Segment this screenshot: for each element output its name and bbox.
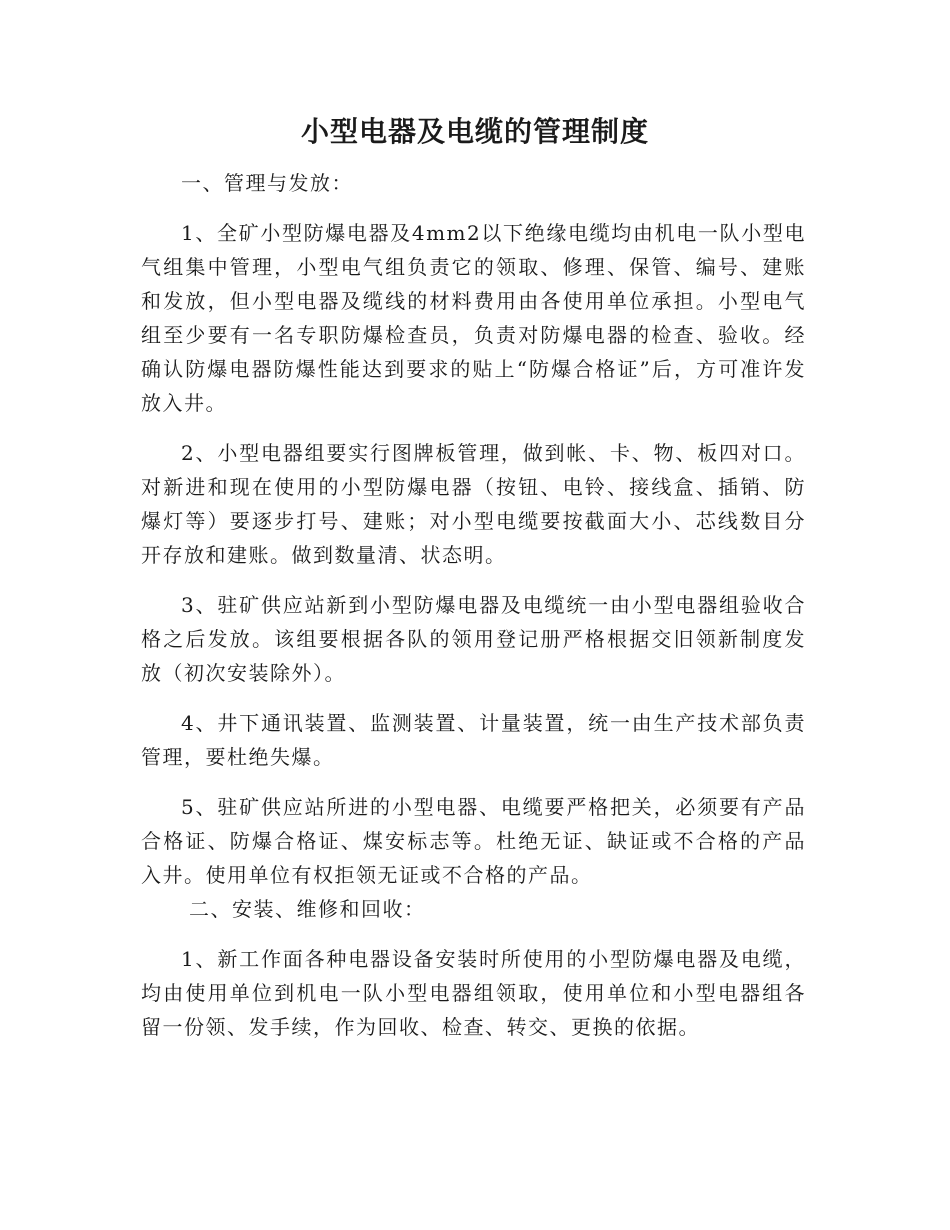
paragraph-1-5: 5、驻矿供应站所进的小型电器、电缆要严格把关，必须要有产品合格证、防爆合格证、煤安标志等。杜绝无证、缺证或不合格的产品入井。使用单位有权拒领无证或不合格的产品。	[141, 795, 806, 887]
paragraph-1-3: 3、驻矿供应站新到小型防爆电器及电缆统一由小型电器组验收合格之后发放。该组要根据各队的领用登记册严格根据交旧领新制度发放（初次安装除外）。	[141, 593, 806, 685]
section-heading-2: 二、安装、维修和回收：	[189, 897, 426, 921]
paragraph-1-4: 4、井下通讯装置、监测装置、计量装置，统一由生产技术部负责管理，要杜绝失爆。	[141, 711, 806, 769]
section-heading-1: 一、管理与发放：	[181, 171, 353, 195]
document-body	[141, 166, 806, 1044]
paragraph-1-1: 1、全矿小型防爆电器及4mm2以下绝缘电缆均由机电一队小型电气组集中管理，小型电气组负责它的领取、修理、保管、编号、建账和发放，但小型电器及缆线的材料费用由各使用单位承担。小型电气组至少要有一名专职防爆检查员，负责对防爆电器的检查、验收。经确认防爆电器防爆性能达到要求的贴上“防爆合格证”后，方可准许发放入井。	[141, 221, 806, 415]
paragraph-2-1: 1、新工作面各种电器设备安装时所使用的小型防爆电器及电缆，均由使用单位到机电一队小型电器组领取，使用单位和小型电器组各留一份领、发手续，作为回收、检查、转交、更换的依据。	[141, 947, 806, 1039]
paragraph-1-2: 2、小型电器组要实行图牌板管理，做到帐、卡、物、板四对口。对新进和现在使用的小型防爆电器（按钮、电铃、接线盒、插销、防爆灯等）要逐步打号、建账；对小型电缆要按截面大小、芯线数目分开存放和建账。做到数量清、状态明。	[141, 441, 806, 567]
document-title: 小型电器及电缆的管理制度	[300, 115, 649, 148]
